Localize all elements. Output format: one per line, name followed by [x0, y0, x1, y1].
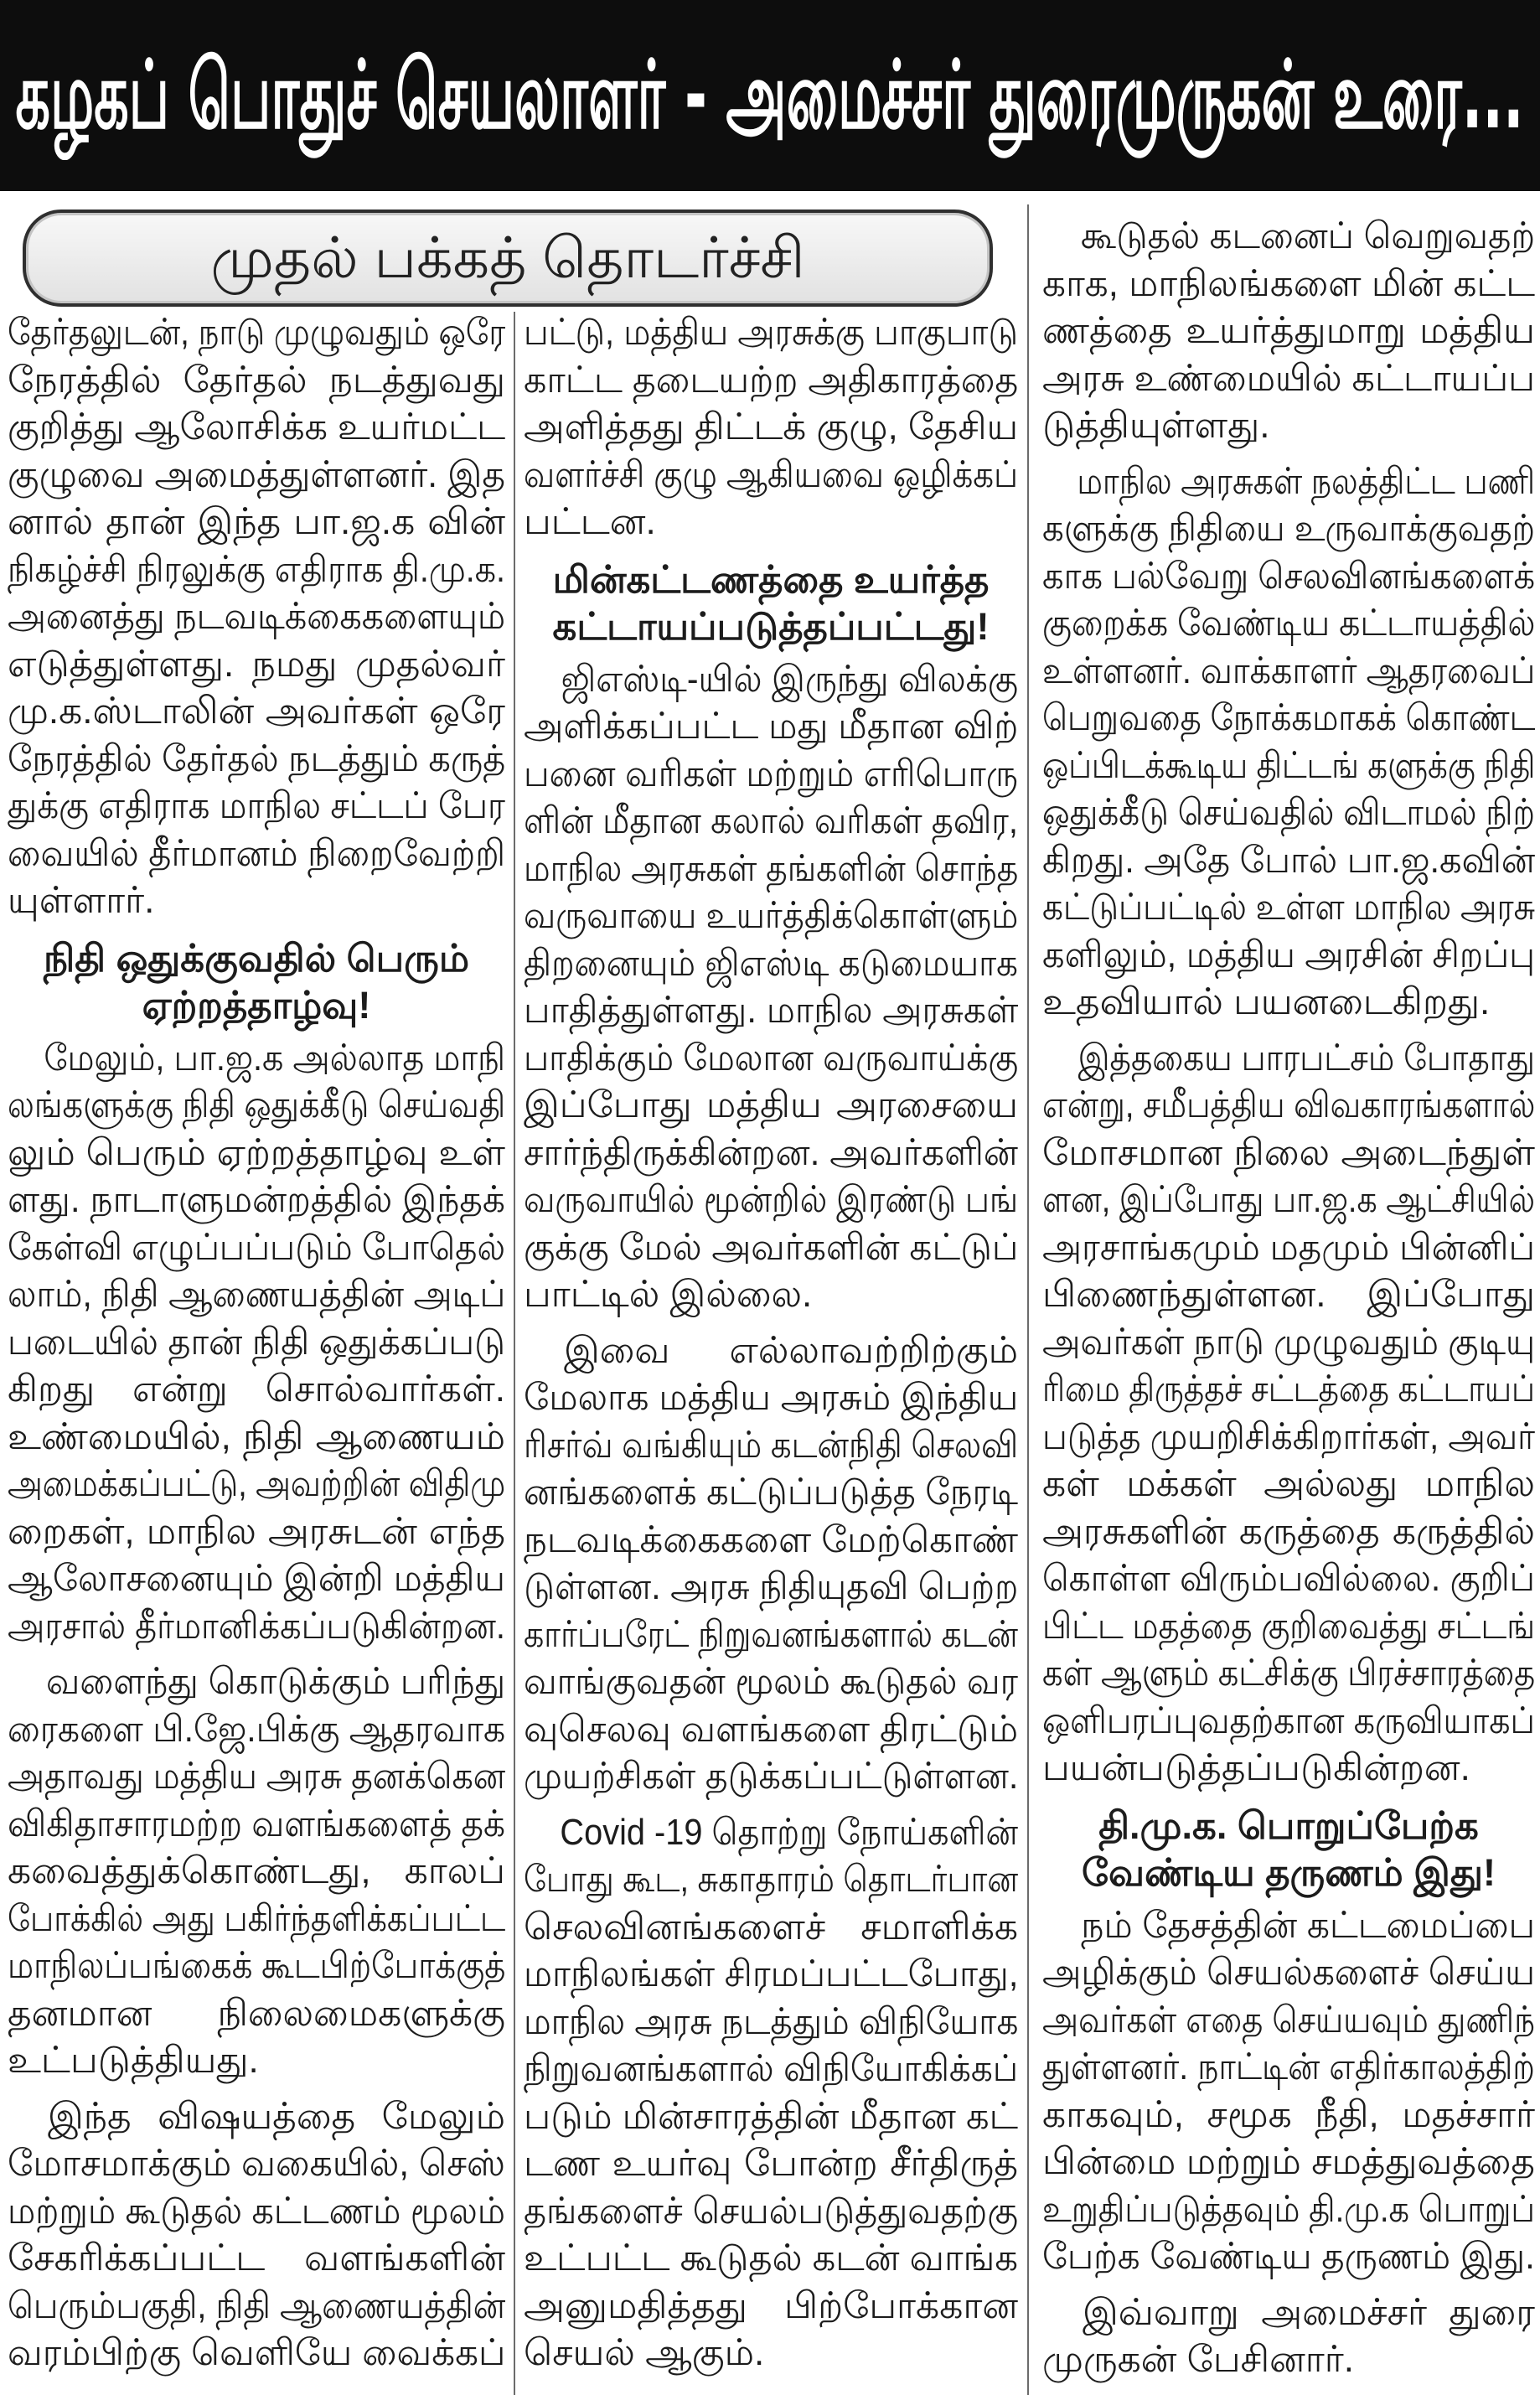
text-line: வருவாயை உயர்த்திக்கொள்ளும்	[524, 895, 1018, 936]
text-line: இவை எல்லாவற்றிற்கும்	[564, 1329, 1018, 1371]
text-line: வையில் தீர்மானம் நிறைவேற்றி	[8, 832, 505, 874]
text-line: Covid -19 தொற்று நோய்களின்	[560, 1811, 1018, 1853]
text-line: இந்த விஷயத்தை மேலும்	[48, 2095, 505, 2137]
text-line: உதவியால் பயனடைகிறது.	[1042, 981, 1491, 1022]
text-line: அரசுகளின் கருத்தை கருத்தில்	[1042, 1510, 1535, 1552]
paragraph	[524, 309, 1018, 546]
text-line: மு.க.ஸ்டாலின் அவர்கள் ஒரே	[8, 691, 505, 732]
text-line: லங்களுக்கு நிதி ஒதுக்கீடு செய்வதி	[8, 1084, 505, 1125]
text-line: காகவும், சமூக நீதி, மதச்சார்	[1042, 2093, 1535, 2135]
text-line: ணத்தை உயர்த்துமாறு மத்திய	[1042, 310, 1535, 351]
text-line: சேகரிக்கப்பட்ட வளங்களின்	[8, 2237, 505, 2279]
text-line: படையில் தான் நிதி ஒதுக்கப்படு	[8, 1321, 505, 1363]
text-line: காட்ட தடையற்ற அதிகாரத்தை	[524, 359, 1018, 401]
text-line: யுள்ளார்.	[8, 880, 155, 921]
text-line: கள் மக்கள் அல்லது மாநில	[1042, 1463, 1535, 1504]
text-line: அதாவது மத்திய அரசு தனக்கென	[8, 1756, 505, 1797]
text-line: பின்மை மற்றும் சமத்துவத்தை	[1042, 2141, 1535, 2182]
text-line: துள்ளனர். நாட்டின் எதிர்காலத்திற்	[1042, 2046, 1535, 2087]
text-line: திறனையும் ஜிஎஸ்டி கடுமையாக	[524, 942, 1018, 984]
text-line: குறித்து ஆலோசிக்க உயர்மட்ட	[8, 406, 505, 447]
text-line: டுள்ளன. அரசு நிதியுதவி பெற்ற	[524, 1566, 1018, 1607]
text-line: மாநில அரசு நடத்தும் விநியோக	[524, 2000, 1018, 2042]
paragraph	[1042, 458, 1535, 1027]
text-line: இப்போது மத்திய அரசையை	[524, 1084, 1018, 1125]
text-line: முயற்சிகள் தடுக்கப்பட்டுள்ளன.	[524, 1756, 1018, 1797]
article-column-1	[8, 309, 505, 2395]
text-line: போக்கில் அது பகிர்ந்தளிக்கப்பட்ட	[8, 1897, 505, 1939]
text-line: அரசு உண்மையில் கட்டாயப்ப	[1042, 357, 1535, 399]
text-line: னங்களைக் கட்டுப்படுத்த நேரடி	[524, 1472, 1018, 1513]
text-line: கூடுதல் கடனைப் வெறுவதற்	[1080, 215, 1535, 256]
paragraph	[8, 309, 505, 925]
text-line: ளின் மீதான கலால் வரிகள் தவிர,	[524, 800, 1018, 841]
text-line: வாங்குவதன் மூலம் கூடுதல் வர	[524, 1661, 1018, 1702]
continuation-label: முதல் பக்கத் தொடர்ச்சி	[210, 226, 805, 290]
text-line: கிறது. அதே போல் பா.ஜ.கவின்	[1042, 839, 1535, 881]
headline-banner	[0, 0, 1540, 191]
text-line: பட்டன.	[524, 501, 656, 542]
article-column-3	[1042, 213, 1535, 2395]
text-line: பாட்டில் இல்லை.	[524, 1274, 813, 1315]
paragraph	[1042, 1035, 1535, 1792]
text-line: எடுத்துள்ளது. நமது முதல்வர்	[8, 643, 505, 685]
text-line: குக்கு மேல் அவர்களின் கட்டுப்	[524, 1226, 1018, 1268]
text-line: குறைக்க வேண்டிய கட்டாயத்தில்	[1042, 603, 1535, 644]
subheading-line: ஏற்றத்தாழ்வு!	[142, 984, 371, 1027]
subheading	[8, 935, 505, 1030]
subheading-line: மின்கட்டணத்தை உயர்த்த	[552, 557, 990, 601]
text-line: லாம், நிதி ஆணையத்தின் அடிப்	[8, 1274, 505, 1315]
column-rule	[514, 312, 515, 2395]
subheading	[1042, 1803, 1535, 1897]
text-line: கேள்வி எழுப்பப்படும் போதெல்	[8, 1226, 505, 1268]
text-line: நிறுவனங்களால் விநியோகிக்கப்	[524, 2048, 1018, 2089]
text-line: உட்பட்ட கூடுதல் கடன் வாங்க	[524, 2237, 1018, 2279]
text-line: அளித்தது திட்டக் குழு, தேசிய	[524, 406, 1018, 447]
text-line: உட்படுத்தியது.	[8, 2040, 259, 2081]
text-line: சார்ந்திருக்கின்றன. அவர்களின்	[524, 1131, 1018, 1173]
text-line: மற்றும் கூடுதல் கட்டணம் மூலம்	[8, 2190, 505, 2232]
text-line: பனை வரிகள் மற்றும் எரிபொரு	[524, 753, 1018, 794]
text-line: படும் மின்சாரத்தின் மீதான கட்	[524, 2095, 1018, 2137]
paragraph	[524, 656, 1018, 1319]
text-line: உண்மையில், நிதி ஆணையம்	[8, 1415, 505, 1457]
text-line: காக பல்வேறு செலவினங்களைக்	[1042, 555, 1535, 597]
paragraph	[1042, 2289, 1535, 2384]
text-line: மாநில அரசுகள் தங்களின் சொந்த	[524, 847, 1018, 889]
text-line: முருகன் பேசினார்.	[1042, 2339, 1354, 2380]
text-line: உறுதிப்படுத்தவும் தி.மு.க பொறுப்	[1042, 2188, 1535, 2230]
text-line: வுசெலவு வளங்களை திரட்டும்	[524, 1708, 1018, 1750]
text-line: பயன்படுத்தப்படுகின்றன.	[1042, 1747, 1470, 1788]
text-line: கட்டுப்பட்டில் உள்ள மாநில அரசு	[1042, 887, 1535, 928]
text-line: கிறது என்று சொல்வார்கள்.	[8, 1368, 505, 1410]
text-line: பெறுவதை நோக்கமாகக் கொண்ட	[1042, 697, 1535, 738]
text-line: கள் ஆளும் கட்சிக்கு பிரச்சாரத்தை	[1042, 1653, 1535, 1694]
text-line: மாநில அரசுகள் நலத்திட்ட பணி	[1077, 460, 1535, 502]
text-line: நடவடிக்கைகளை மேற்கொண்	[524, 1518, 1018, 1560]
text-line: செயல் ஆகும்.	[524, 2332, 765, 2373]
paragraph	[1042, 213, 1535, 450]
text-line: நேரத்தில் தேர்தல் நடத்தும் கருத்	[8, 737, 505, 779]
article-column-2	[524, 309, 1018, 2395]
text-line: என்று, சமீபத்திய விவகாரங்களால்	[1042, 1084, 1535, 1125]
text-line: களிலும், மத்திய அரசின் சிறப்பு	[1042, 934, 1535, 975]
text-line: கொள்ள விரும்பவில்லை. குறிப்	[1042, 1558, 1535, 1599]
text-line: வரம்பிற்கு வெளியே வைக்கப்	[8, 2332, 505, 2373]
text-line: நிகழ்ச்சி நிரலுக்கு எதிராக தி.மு.க.	[8, 548, 505, 590]
text-line: வளைந்து கொடுக்கும் பரிந்து	[45, 1661, 505, 1702]
text-line: தேர்தலுடன், நாடு முழுவதும் ஒரே	[8, 312, 505, 353]
text-line: பாதித்துள்ளது. மாநில அரசுகள்	[524, 990, 1018, 1031]
text-line: வளர்ச்சி குழு ஆகியவை ஒழிக்கப்	[524, 453, 1018, 495]
continuation-label-box	[23, 209, 993, 307]
text-line: உள்ளனர். வாக்காளர் ஆதரவைப்	[1042, 649, 1535, 691]
subheading-line: நிதி ஒதுக்குவதில் பெரும்	[43, 936, 470, 980]
text-line: அவர்கள் எதை செய்யவும் துணிந்	[1042, 1999, 1535, 2041]
text-line: பட்டு, மத்திய அரசுக்கு பாகுபாடு	[524, 312, 1018, 353]
text-line: அழிக்கும் செயல்களைச் செய்ய	[1042, 1952, 1535, 1993]
text-line: அரசாங்கமும் மதமும் பின்னிப்	[1042, 1226, 1535, 1268]
text-line: அளிக்கப்பட்ட மது மீதான விற்	[524, 706, 1018, 747]
text-line: லும் பெரும் ஏற்றத்தாழ்வு உள்	[8, 1131, 505, 1173]
text-line: தங்களைச் செயல்படுத்துவதற்கு	[524, 2190, 1018, 2232]
text-line: ஒதுக்கீடு செய்வதில் விடாமல் நிற்	[1042, 792, 1535, 833]
subheading-line: தி.மு.க. பொறுப்பேற்க	[1098, 1803, 1479, 1847]
text-line: மோசமான நிலை அடைந்துள்	[1042, 1131, 1535, 1173]
text-line: விகிதாசாரமற்ற வளங்களைத் தக்	[8, 1803, 505, 1844]
text-line: பிட்ட மதத்தை குறிவைத்து சட்டங்	[1042, 1605, 1535, 1647]
column-rule	[1027, 204, 1029, 2395]
text-line: அனைத்து நடவடிக்கைகளையும்	[8, 596, 505, 637]
text-line: ரிசர்வ் வங்கியும் கடன்நிதி செலவி	[524, 1424, 1018, 1466]
text-line: ஆலோசனையும் இன்றி மத்திய	[8, 1558, 505, 1599]
text-line: னால் தான் இந்த பா.ஜ.க வின்	[8, 501, 505, 542]
text-line: காக, மாநிலங்களை மின் கட்ட	[1042, 262, 1535, 304]
subheading	[524, 556, 1018, 651]
text-line: இவ்வாறு அமைச்சர் துரை	[1083, 2291, 1535, 2333]
paragraph	[1042, 1902, 1535, 2281]
paragraph	[8, 2093, 505, 2377]
text-line: நம் தேசத்தின் கட்டமைப்பை	[1081, 1904, 1535, 1946]
text-line: கவைத்துக்கொண்டது, காலப்	[8, 1850, 505, 1891]
text-line: ஒப்பிடக்கூடிய திட்டங் களுக்கு நிதி	[1042, 744, 1535, 786]
text-line: மாநிலங்கள் சிரமப்பட்டபோது,	[524, 1953, 1018, 1994]
headline: கழகப் பொதுச் செயலாளர் - அமைச்சர் துரைமுருகன் உரை...	[15, 41, 1525, 150]
subheading-line: வேண்டிய தருணம் இது!	[1082, 1851, 1496, 1894]
text-line: பெரும்பகுதி, நிதி ஆணையத்தின்	[8, 2284, 505, 2326]
text-line: களுக்கு நிதியை உருவாக்குவதற்	[1042, 508, 1535, 549]
text-line: டண உயர்வு போன்ற சீர்திருத்	[524, 2143, 1018, 2184]
paragraph	[524, 1327, 1018, 1801]
text-line: செலவினங்களைச் சமாளிக்க	[524, 1906, 1018, 1948]
text-line: கார்ப்பரேட் நிறுவனங்களால் கடன்	[524, 1613, 1018, 1655]
text-line: துக்கு எதிராக மாநில சட்டப் பேர	[8, 785, 505, 826]
text-line: மோசமாக்கும் வகையில், செஸ்	[8, 2143, 505, 2184]
text-line: ஜிஎஸ்டி-யில் இருந்து விலக்கு	[561, 658, 1018, 700]
text-line: தனமான நிலைமைகளுக்கு	[8, 1992, 505, 2034]
text-line: பிணைந்துள்ளன. இப்போது	[1042, 1274, 1535, 1315]
text-line: அவர்கள் நாடு முழுவதும் குடியு	[1042, 1321, 1535, 1363]
text-line: ரிமை திருத்தச் சட்டத்தை கட்டாயப்	[1042, 1368, 1535, 1410]
text-line: குழுவை அமைத்துள்ளனர். இத	[8, 453, 505, 495]
text-line: மாநிலப்பங்கைக் கூடபிற்போக்குத்	[8, 1945, 505, 1986]
text-line: அனுமதித்தது பிற்போக்கான	[524, 2284, 1018, 2326]
text-line: பேற்க வேண்டிய தருணம் இது.	[1042, 2236, 1535, 2277]
text-line: மேலும், பா.ஜ.க அல்லாத மாநி	[44, 1037, 505, 1079]
text-line: இத்தகைய பாரபட்சம் போதாது	[1077, 1037, 1535, 1079]
text-line: மேலாக மத்திய அரசும் இந்திய	[524, 1377, 1018, 1418]
paragraph	[8, 1035, 505, 1651]
text-line: அமைக்கப்பட்டு, அவற்றின் விதிமு	[8, 1463, 505, 1504]
text-line: ரைகளை பி.ஜே.பிக்கு ஆதரவாக	[8, 1708, 505, 1750]
paragraph	[524, 1809, 1018, 2377]
paragraph	[8, 1658, 505, 2085]
subheading-line: கட்டாயப்படுத்தப்பட்டது!	[552, 605, 990, 648]
text-line: நேரத்தில் தேர்தல் நடத்துவது	[8, 359, 505, 401]
text-line: படுத்த முயறிசிக்கிறார்கள், அவர்	[1042, 1415, 1535, 1457]
text-line: பாதிக்கும் மேலான வருவாய்க்கு	[524, 1037, 1018, 1079]
text-line: போது கூட, சுகாதாரம் தொடர்பான	[524, 1859, 1018, 1900]
text-line: ளன, இப்போது பா.ஜ.க ஆட்சியில்	[1042, 1179, 1535, 1220]
text-line: அரசால் தீர்மானிக்கப்படுகின்றன.	[8, 1605, 505, 1647]
text-line: டுத்தியுள்ளது.	[1042, 405, 1270, 446]
text-line: றைகள், மாநில அரசுடன் எந்த	[8, 1510, 505, 1552]
text-line: ளது. நாடாளுமன்றத்தில் இந்தக்	[8, 1179, 505, 1220]
text-line: வருவாயில் மூன்றில் இரண்டு பங்	[524, 1179, 1018, 1220]
text-line: ஒளிபரப்புவதற்கான கருவியாகப்	[1042, 1699, 1535, 1741]
